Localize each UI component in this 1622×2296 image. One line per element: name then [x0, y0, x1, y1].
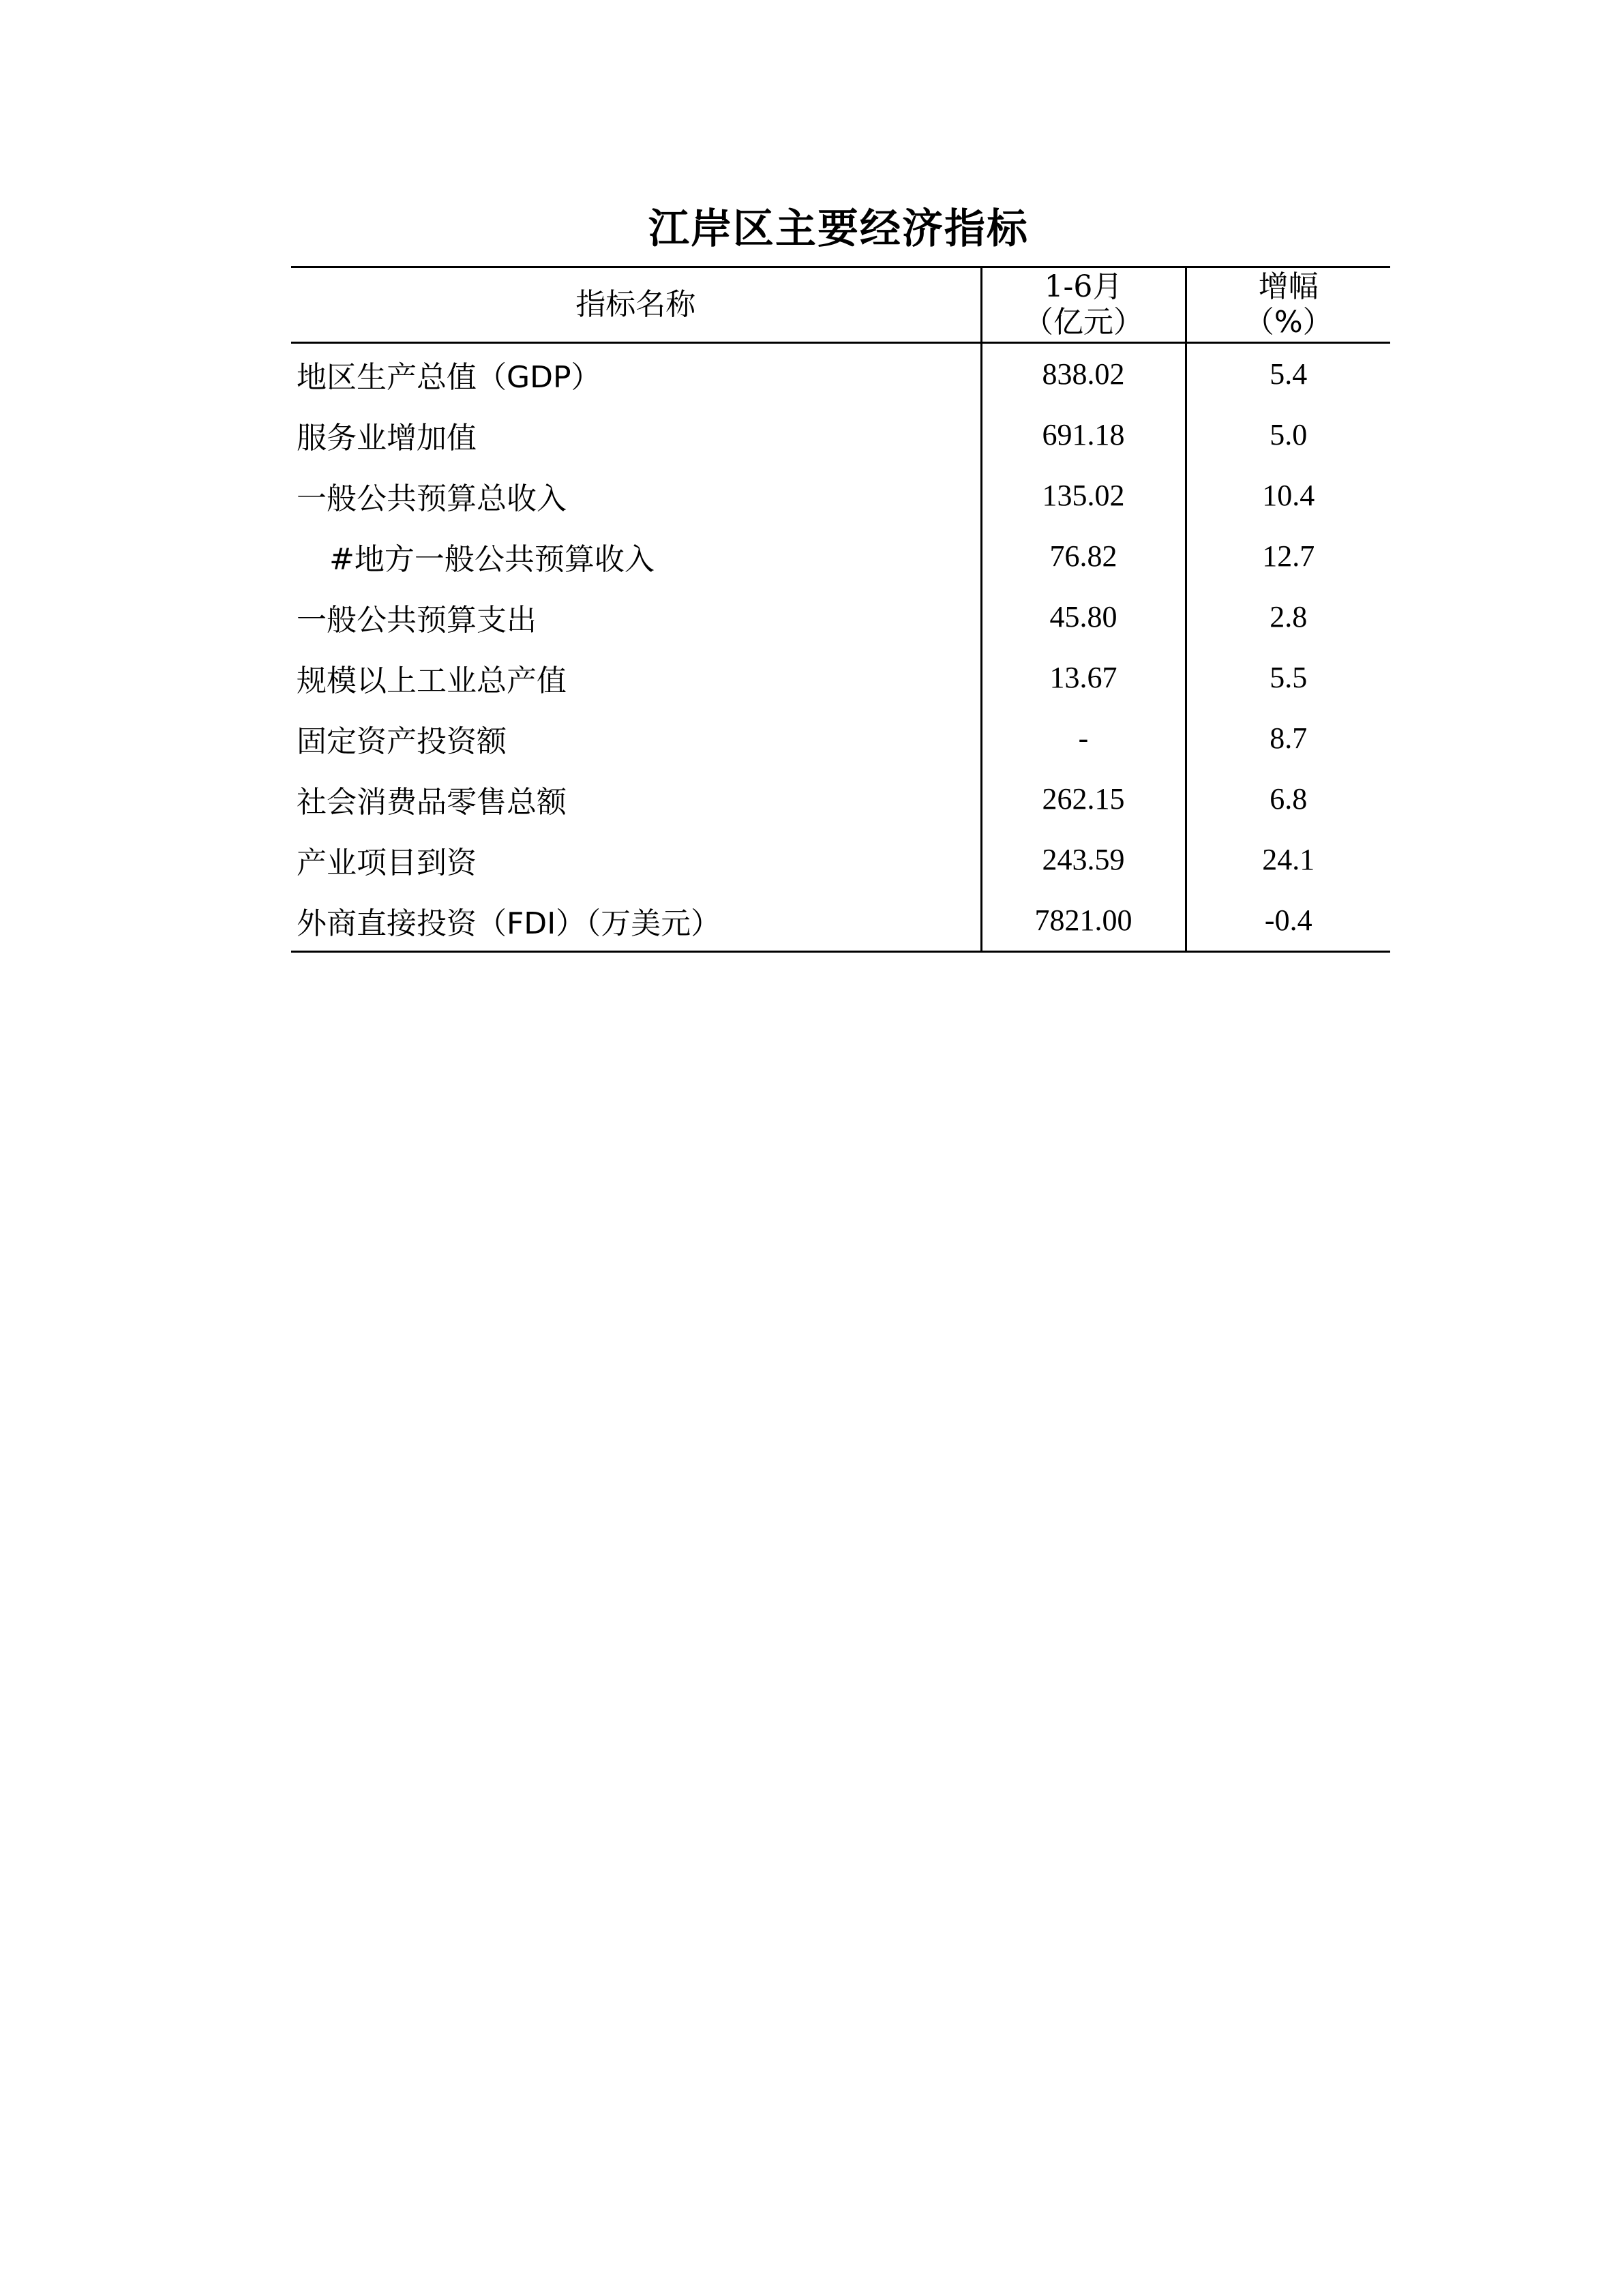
header-period — [981, 267, 1186, 343]
indicator-name: 服务业增加值 — [291, 404, 981, 465]
header-period-range: 1-6月 — [1044, 269, 1123, 304]
indicator-growth: 10.4 — [1262, 479, 1315, 512]
table-row — [291, 586, 1390, 647]
header-indicator-name: 指标名称 — [291, 267, 981, 343]
table-row — [291, 404, 1390, 465]
indicator-growth: 6.8 — [1270, 782, 1308, 816]
indicator-value: 7821.00 — [981, 890, 1186, 952]
indicator-name: #地方一般公共预算收入 — [291, 526, 981, 586]
indicator-value: 13.67 — [981, 647, 1186, 708]
indicator-growth: 5.4 — [1270, 357, 1308, 391]
indicator-value: 135.02 — [981, 465, 1186, 526]
indicator-name: 一般公共预算支出 — [291, 586, 981, 647]
table-row — [291, 647, 1390, 708]
table-row — [291, 890, 1390, 952]
indicator-growth: 5.0 — [1270, 418, 1308, 451]
indicator-value: - — [981, 708, 1186, 769]
table-row — [291, 829, 1390, 890]
indicator-name: 产业项目到资 — [291, 829, 981, 890]
indicator-value: 691.18 — [981, 404, 1186, 465]
header-growth-label: 增幅 — [1258, 269, 1319, 304]
indicator-growth: 24.1 — [1262, 843, 1315, 876]
header-growth — [1186, 267, 1390, 343]
table-row — [291, 343, 1390, 405]
indicator-growth: 5.5 — [1270, 661, 1308, 694]
table-header-row — [291, 267, 1390, 343]
indicator-value: 838.02 — [981, 343, 1186, 405]
page-title: 江岸区主要经济指标 — [648, 205, 1029, 253]
indicator-name: 一般公共预算总收入 — [291, 465, 981, 526]
indicator-value: 45.80 — [981, 586, 1186, 647]
indicator-growth: 8.7 — [1270, 721, 1308, 755]
indicator-name: 固定资产投资额 — [291, 708, 981, 769]
indicator-name: 外商直接投资（FDI）（万美元） — [291, 890, 981, 952]
indicator-value: 262.15 — [981, 769, 1186, 829]
table-row — [291, 769, 1390, 829]
indicator-value: 76.82 — [981, 526, 1186, 586]
header-period-unit: （亿元） — [1023, 305, 1143, 340]
indicator-name: 规模以上工业总产值 — [291, 647, 981, 708]
header-growth-unit: （%） — [1244, 305, 1333, 340]
indicator-name: 社会消费品零售总额 — [291, 769, 981, 829]
table-row — [291, 526, 1390, 586]
indicator-growth: 2.8 — [1270, 600, 1308, 633]
indicator-growth: -0.4 — [1186, 890, 1390, 952]
table-row — [291, 465, 1390, 526]
indicator-value: 243.59 — [981, 829, 1186, 890]
table-row — [291, 708, 1390, 769]
indicator-name: 地区生产总值（GDP） — [291, 343, 981, 405]
economic-indicators-table — [291, 266, 1390, 953]
indicator-growth: 12.7 — [1262, 539, 1315, 573]
